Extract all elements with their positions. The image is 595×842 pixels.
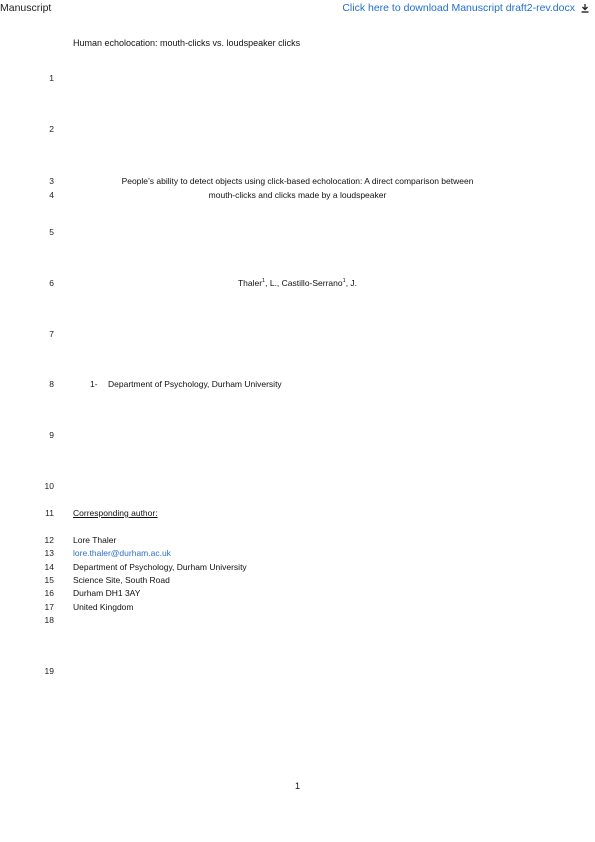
line-number: 5 xyxy=(49,227,54,237)
manuscript-label: Manuscript xyxy=(0,2,52,14)
author-1: Thaler xyxy=(237,278,263,288)
corresponding-author-heading: Corresponding author: xyxy=(73,508,158,518)
line-number: 15 xyxy=(44,575,54,585)
line-number: 9 xyxy=(49,430,54,440)
line-number: 8 xyxy=(49,379,54,389)
line-number: 14 xyxy=(44,562,54,572)
corresponding-name: Lore Thaler xyxy=(73,535,117,545)
author-2: Castillo-Serrano xyxy=(281,278,343,288)
page-number: 1 xyxy=(294,781,300,791)
line-number: 18 xyxy=(44,615,54,625)
corresponding-city: Durham DH1 3AY xyxy=(73,588,141,598)
line-number: 13 xyxy=(44,548,54,558)
line-number: 3 xyxy=(49,176,54,186)
author-1-initial: , L., xyxy=(265,278,282,288)
line-number: 11 xyxy=(45,508,54,518)
line-number: 10 xyxy=(44,481,54,491)
download-manuscript-link[interactable] xyxy=(342,2,589,14)
running-head: Human echolocation: mouth-clicks vs. loudspeaker clicks xyxy=(73,38,301,48)
author-2-affiliation: 1 xyxy=(342,278,346,284)
download-link-text[interactable]: Click here to download Manuscript draft2-rev.docx xyxy=(342,2,575,14)
line-number: 7 xyxy=(49,329,54,339)
title-line-2: mouth-clicks and clicks made by a loudspeaker xyxy=(208,190,387,200)
line-number: 6 xyxy=(49,278,54,288)
corresponding-dept: Department of Psychology, Durham University xyxy=(73,562,247,572)
title-line-1: People’s ability to detect objects using click-based echolocation: A direct comparison between xyxy=(121,176,474,186)
corresponding-country: United Kingdom xyxy=(73,602,134,612)
line-number: 16 xyxy=(44,588,54,598)
affiliation-text: Department of Psychology, Durham University xyxy=(108,379,282,389)
author-2-initial: , J. xyxy=(345,278,358,288)
line-number: 17 xyxy=(44,602,54,612)
author-1-affiliation: 1 xyxy=(262,278,266,284)
download-icon[interactable] xyxy=(581,4,589,13)
authors xyxy=(0,278,595,288)
line-number: 1 xyxy=(49,73,54,83)
line-number: 4 xyxy=(49,190,54,200)
line-number: 19 xyxy=(44,666,54,676)
line-number: 2 xyxy=(49,124,54,134)
line-number: 12 xyxy=(44,535,54,545)
corresponding-site: Science Site, South Road xyxy=(73,575,170,585)
corresponding-email-link[interactable]: lore.thaler@durham.ac.uk xyxy=(73,548,171,558)
affiliation-number: 1- xyxy=(90,379,98,389)
